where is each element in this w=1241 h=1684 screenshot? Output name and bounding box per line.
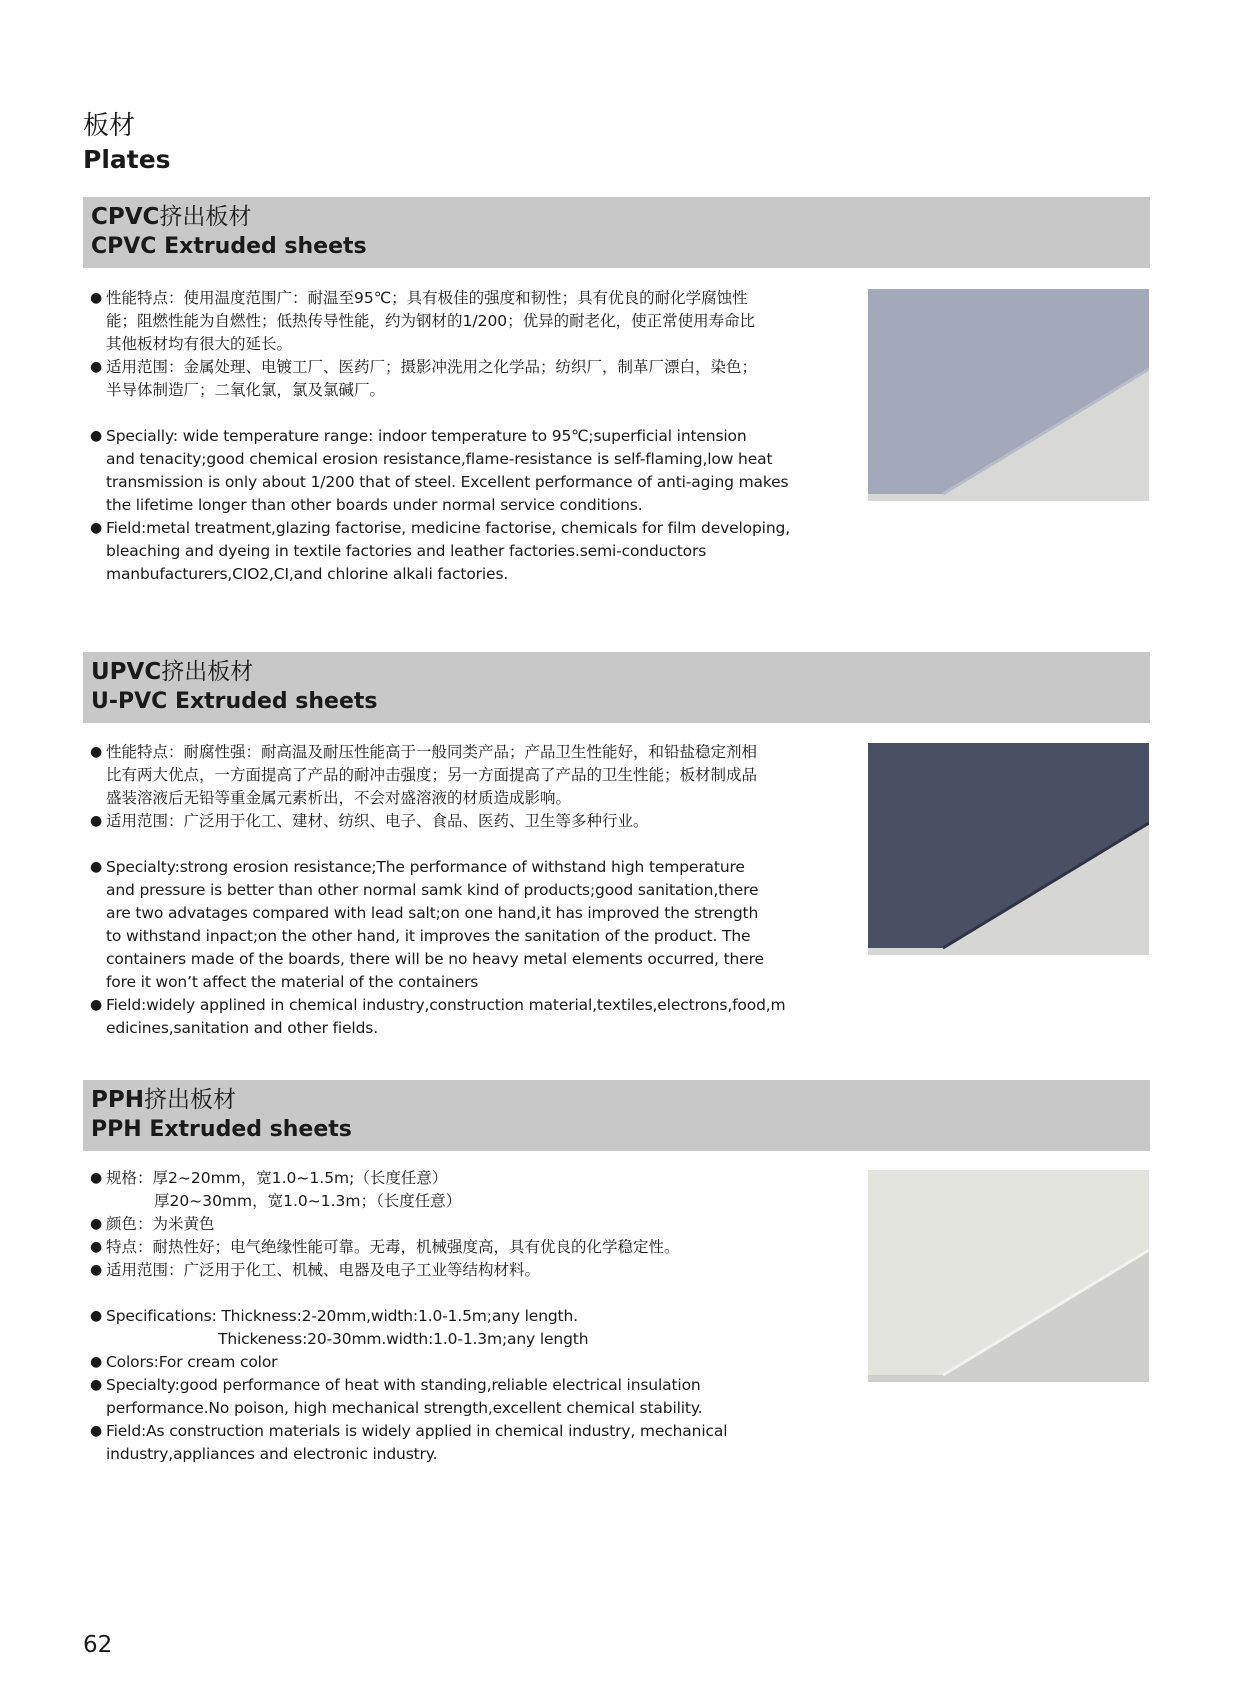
bullet-dot-icon: ● [90, 428, 103, 444]
bullet-dot-icon: ● [90, 1377, 103, 1393]
bullet-line: edicines,sanitation and other fields. [106, 1019, 378, 1037]
bullet-item [90, 810, 825, 833]
bullet-item [90, 517, 825, 586]
bullet-line: 适用范围：金属处理、电镀工厂、医药厂；摄影冲洗用之化学品；纺织厂，制革厂漂白，染色； [106, 358, 758, 376]
bullet-line: 特点：耐热性好；电气绝缘性能可靠。无毒，机械强度高，具有优良的化学稳定性。 [106, 1238, 680, 1256]
cpvc-sheet-photo [868, 289, 1149, 501]
bullet-dot-icon: ● [90, 813, 103, 829]
bullet-line: to withstand inpact;on the other hand, it improves the sanitation of the product. The [106, 927, 751, 945]
bullet-line: bleaching and dyeing in textile factories and leather factories.semi-conductors [106, 542, 707, 560]
bullet-line: Field:metal treatment,glazing factorise, medicine factorise, chemicals for film developing, [106, 519, 790, 537]
bullet-dot-icon: ● [90, 1239, 103, 1255]
bullet-line: Specially: wide temperature range: indoor temperature to 95℃;superficial intension [106, 427, 747, 445]
bullet-line: 适用范围：广泛用于化工、机械、电器及电子工业等结构材料。 [106, 1261, 541, 1279]
bullet-dot-icon: ● [90, 997, 103, 1013]
bullet-item [90, 1213, 825, 1236]
bullet-line: 适用范围：广泛用于化工、建材、纺织、电子、食品、医药、卫生等多种行业。 [106, 812, 649, 830]
bullet-line: Thickeness:20-30mm.width:1.0-1.3m;any length [218, 1330, 589, 1348]
spacer [90, 1282, 825, 1305]
sheet-surface [868, 1170, 1149, 1375]
sheet-surface [868, 289, 1149, 494]
section-title-chinese: PPH挤出板材 [91, 1087, 236, 1113]
bullet-dot-icon: ● [90, 1216, 103, 1232]
bullet-item [90, 994, 825, 1040]
page-title-chinese: 板材 [83, 111, 136, 141]
section-body-cpvc [90, 287, 825, 586]
bullet-item [90, 1236, 825, 1259]
upvc-sheet-photo [868, 743, 1149, 955]
bullet-dot-icon: ● [90, 1423, 103, 1439]
section-title: U-PVC Extruded sheets [91, 689, 378, 714]
bullet-item [90, 356, 825, 402]
bullet-item [90, 1420, 825, 1466]
bullet-line: 比有两大优点，一方面提高了产品的耐冲击强度；另一方面提高了产品的卫生性能；板材制成品 [106, 766, 758, 784]
bullet-line: Field:As construction materials is widely applied in chemical industry, mechanical [106, 1422, 728, 1440]
bullet-item [90, 741, 825, 810]
bullet-item [90, 1374, 825, 1420]
bullet-dot-icon: ● [90, 859, 103, 875]
spacer [90, 833, 825, 856]
section-body-pph [90, 1167, 825, 1466]
bullet-line: containers made of the boards, there will be no heavy metal elements occurred, there [106, 950, 764, 968]
bullet-line: 盛装溶液后无铅等重金属元素析出，不会对盛溶液的材质造成影响。 [106, 789, 572, 807]
bullet-line: 性能特点：耐腐性强：耐高温及耐压性能高于一般同类产品；产品卫生性能好，和铅盐稳定剂相 [106, 743, 758, 761]
bullet-item [90, 287, 825, 356]
bullet-line: 性能特点：使用温度范围广：耐温至95℃；具有极佳的强度和韧性；具有优良的耐化学腐蚀性 [106, 289, 748, 307]
page-number: 62 [83, 1632, 113, 1658]
section-title: CPVC Extruded sheets [91, 234, 367, 259]
section-header-upvc [83, 652, 1150, 723]
bullet-item [90, 1259, 825, 1282]
bullet-line: and pressure is better than other normal samk kind of products;good sanitation,there [106, 881, 759, 899]
bullet-line: 其他板材均有很大的延长。 [106, 335, 293, 353]
bullet-line: Specifications: Thickness:2-20mm,width:1.0-1.5m;any length. [106, 1307, 578, 1325]
bullet-item [90, 425, 825, 517]
bullet-dot-icon: ● [90, 359, 103, 375]
section-title-chinese: CPVC挤出板材 [91, 204, 252, 230]
bullet-dot-icon: ● [90, 1308, 103, 1324]
bullet-item [90, 1305, 825, 1351]
section-body-upvc [90, 741, 825, 1040]
sheet-surface [868, 743, 1149, 948]
bullet-dot-icon: ● [90, 744, 103, 760]
section-title: PPH Extruded sheets [91, 1117, 352, 1142]
bullet-dot-icon: ● [90, 1262, 103, 1278]
bullet-line: performance.No poison, high mechanical strength,excellent chemical stability. [106, 1399, 703, 1417]
bullet-line: Colors:For cream color [106, 1353, 278, 1371]
bullet-line: Field:widely applined in chemical industry,construction material,textiles,electrons,food,m [106, 996, 786, 1014]
section-header-cpvc [83, 197, 1150, 268]
bullet-line: 厚20~30mm，宽1.0~1.3m；（长度任意） [154, 1192, 462, 1210]
section-title-chinese: UPVC挤出板材 [91, 659, 254, 685]
bullet-dot-icon: ● [90, 290, 103, 306]
bullet-line: industry,appliances and electronic industry. [106, 1445, 438, 1463]
bullet-line: 规格：厚2~20mm，宽1.0~1.5m;（长度任意） [106, 1169, 448, 1187]
bullet-dot-icon: ● [90, 520, 103, 536]
page-title: Plates [83, 145, 171, 174]
bullet-line: transmission is only about 1/200 that of steel. Excellent performance of anti-aging makes [106, 473, 789, 491]
bullet-line: 能；阻燃性能为自燃性；低热传导性能，约为钢材的1/200；优异的耐老化，使正常使用寿命比 [106, 312, 756, 330]
bullet-item [90, 856, 825, 994]
bullet-line: and tenacity;good chemical erosion resistance,flame-resistance is self-flaming,low heat [106, 450, 773, 468]
bullet-line: fore it won’t affect the material of the containers [106, 973, 479, 991]
bullet-line: 半导体制造厂；二氧化氯，氯及氯碱厂。 [106, 381, 386, 399]
bullet-item [90, 1351, 825, 1374]
bullet-line: 颜色：为米黄色 [106, 1215, 215, 1233]
sheet-illustration [868, 743, 1149, 955]
pph-sheet-photo [868, 1170, 1149, 1382]
sheet-illustration [868, 1170, 1149, 1382]
sheet-illustration [868, 289, 1149, 501]
bullet-line: Specialty:good performance of heat with standing,reliable electrical insulation [106, 1376, 701, 1394]
bullet-line: the lifetime longer than other boards under normal service conditions. [106, 496, 643, 514]
bullet-item [90, 1167, 825, 1213]
spacer [90, 402, 825, 425]
section-header-pph [83, 1080, 1150, 1151]
bullet-dot-icon: ● [90, 1170, 103, 1186]
bullet-line: manbufacturers,CIO2,CI,and chlorine alkali factories. [106, 565, 509, 583]
bullet-line: are two advatages compared with lead salt;on one hand,it has improved the strength [106, 904, 759, 922]
bullet-dot-icon: ● [90, 1354, 103, 1370]
bullet-line: Specialty:strong erosion resistance;The performance of withstand high temperature [106, 858, 745, 876]
